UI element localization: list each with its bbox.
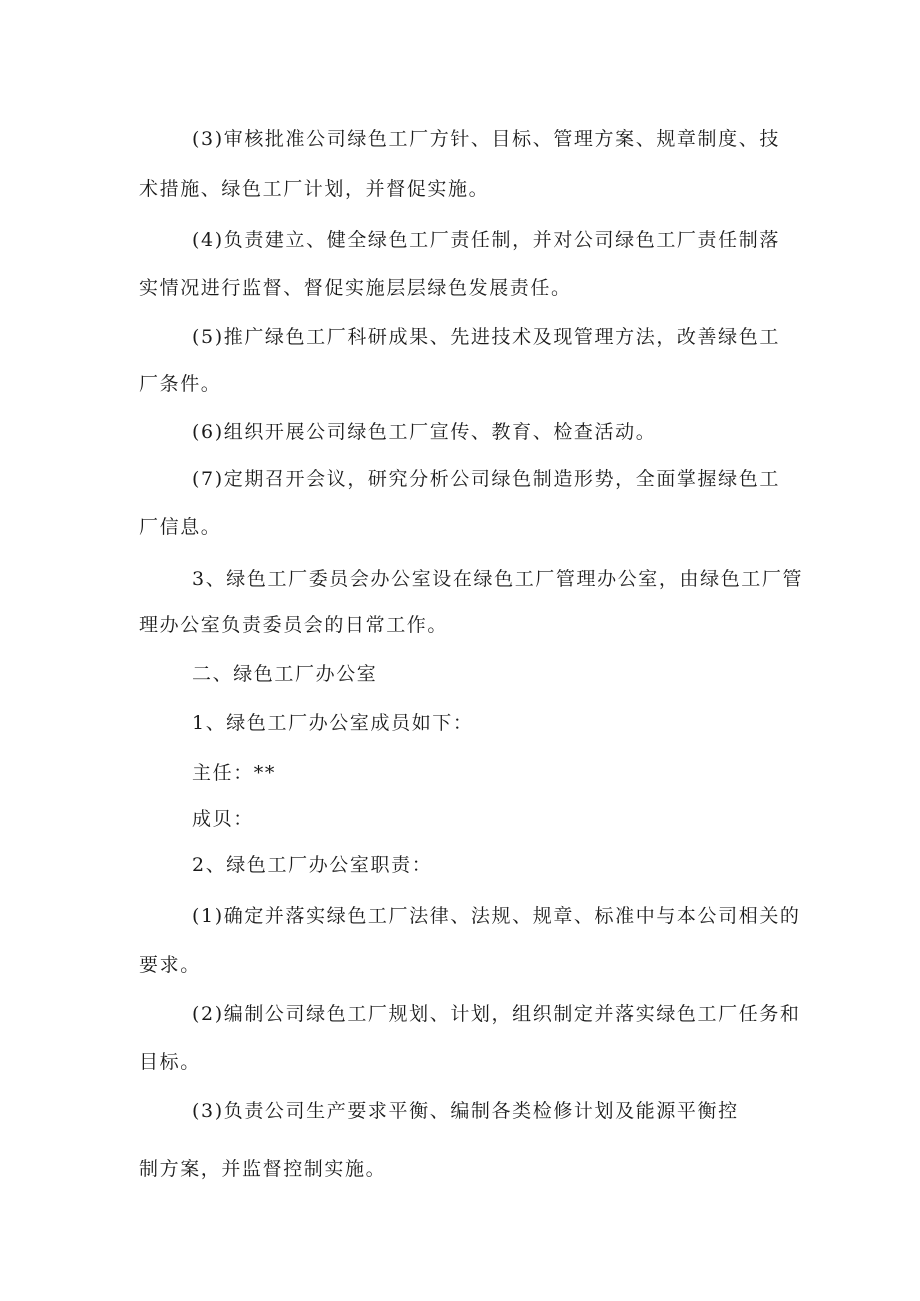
duty-3-production-balance: (3)负责公司生产要求平衡、编制各类检修计划及能源平衡控 [192, 1100, 739, 1122]
duty-3-production-balance-cont: 制方案，并监督控制实施。 [139, 1158, 387, 1180]
item-3-review-approve: (3)审核批准公司绿色工厂方针、目标、管理方案、规章制度、技 [192, 128, 780, 150]
item-3-review-approve-cont: 术措施、绿色工厂计划，并督促实施。 [139, 178, 490, 200]
section-3-committee-office: 3、绿色工厂委员会办公室设在绿色工厂管理办公室，由绿色工厂管 [192, 568, 804, 590]
duty-2-planning: (2)编制公司绿色工厂规划、计划，组织制定并落实绿色工厂任务和 [192, 1003, 801, 1025]
section-1-office-members: 1、绿色工厂办公室成员如下： [192, 712, 474, 734]
item-7-meetings-cont: 厂信息。 [139, 516, 222, 538]
item-7-meetings: (7)定期召开会议，研究分析公司绿色制造形势，全面掌握绿色工 [192, 468, 780, 490]
item-5-promote-research-cont: 厂条件。 [139, 373, 222, 395]
item-6-publicity: (6)组织开展公司绿色工厂宣传、教育、检查活动。 [192, 421, 657, 443]
duty-1-regulations-cont: 要求。 [139, 954, 201, 976]
section-3-committee-office-cont: 理办公室负责委员会的日常工作。 [139, 614, 449, 636]
section-2-office-duties: 2、绿色工厂办公室职责： [192, 854, 433, 876]
office-director: 主任：** [192, 762, 277, 784]
item-4-responsibility-system: (4)负责建立、健全绿色工厂责任制，并对公司绿色工厂责任制落 [192, 229, 780, 251]
item-5-promote-research: (5)推广绿色工厂科研成果、先进技术及现管理方法，改善绿色工 [192, 326, 780, 348]
office-members-label: 成贝： [192, 808, 254, 830]
duty-2-planning-cont: 目标。 [139, 1051, 201, 1073]
item-4-responsibility-system-cont: 实情况进行监督、督促实施层层绿色发展责任。 [139, 277, 572, 299]
heading-green-factory-office: 二、绿色工厂办公室 [192, 663, 378, 685]
duty-1-regulations: (1)确定并落实绿色工厂法律、法规、规章、标准中与本公司相关的 [192, 905, 801, 927]
